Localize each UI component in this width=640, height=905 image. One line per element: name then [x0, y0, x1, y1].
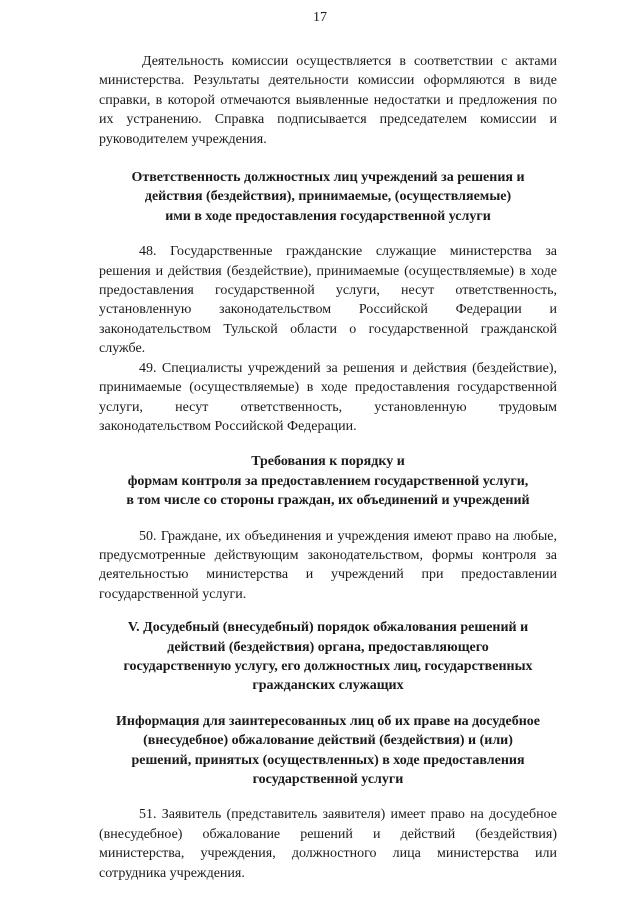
heading-line: государственную услугу, его должностных лиц, государственных [123, 658, 533, 674]
paragraph-50: 50. Граждане, их объединения и учреждения имеют право на любые, предусмотренные действующим законодательством, формы контроля за деятельностью министерства и учреждений при предоставлении государственной услуги. [99, 528, 557, 602]
heading-line: Ответственность должностных лиц учреждений за решения и [131, 170, 525, 186]
spacer [99, 436, 557, 452]
heading-line: в том числе со стороны граждан, их объединений и учреждений [126, 493, 530, 509]
spacer [99, 789, 557, 805]
spacer [99, 149, 557, 168]
paragraph-49: 49. Специалисты учреждений за решения и действия (бездействие), принимаемые (осуществляемые) в ходе предоставления государственной услуги, несут ответственность, установленную трудовым законодательством Российской Федерации. [99, 360, 557, 434]
heading-line: действий (бездействия) органа, предоставляющего [167, 639, 489, 655]
heading-line: ими в ходе предоставления государственной услуги [165, 208, 491, 224]
heading-line: решений, принятых (осуществленных) в ходе предоставления [131, 752, 525, 768]
document-body [99, 52, 557, 883]
spacer [99, 226, 557, 242]
heading-line: государственной услуги [252, 772, 404, 787]
paragraph-commission: Деятельность комиссии осуществляется в соответствии с актами министерства. Результаты деятельности комиссии оформляются в виде справки, в которой отмечаются выявленные недостатки и предложения по их устранению. Справка подписывается председателем комиссии и руководителем учреждения. [99, 54, 557, 147]
spacer [99, 511, 557, 527]
heading-appeal-information [99, 712, 557, 790]
heading-line: формам контроля за предоставлением государственной услуги, [127, 473, 529, 489]
paragraph-48: 48. Государственные гражданские служащие министерства за решения и действия (бездействие), принимаемые (осуществляемые) в ходе предоставления государственной услуги, несут ответственность, установленную законодательством Российской Федерации и законодательством Тульской области о государственной гражданской службе. [99, 244, 557, 357]
heading-line: Требования к порядку и [251, 454, 405, 470]
heading-line: (внесудебное) обжалование действий (бездействия) и (или) [143, 733, 513, 749]
spacer [99, 604, 557, 618]
paragraph-51: 51. Заявитель (представитель заявителя) имеет право на досудебное (внесудебное) обжалование решений и действий (бездействия) министерства, учреждения, должностного лица министерства или сотрудника учреждения. [99, 807, 557, 881]
page-number: 17 [313, 10, 327, 25]
heading-line: действия (бездействия), принимаемые, (осуществляемые) [144, 189, 512, 205]
spacer [99, 696, 557, 712]
heading-section-v [99, 618, 557, 696]
heading-line: гражданских служащих [252, 678, 404, 694]
heading-line: Информация для заинтересованных лиц об их праве на досудебное [116, 713, 540, 729]
heading-responsibility [99, 168, 557, 226]
heading-control-requirements [99, 452, 557, 510]
heading-line: V. Досудебный (внесудебный) порядок обжалования решений и [127, 620, 529, 636]
